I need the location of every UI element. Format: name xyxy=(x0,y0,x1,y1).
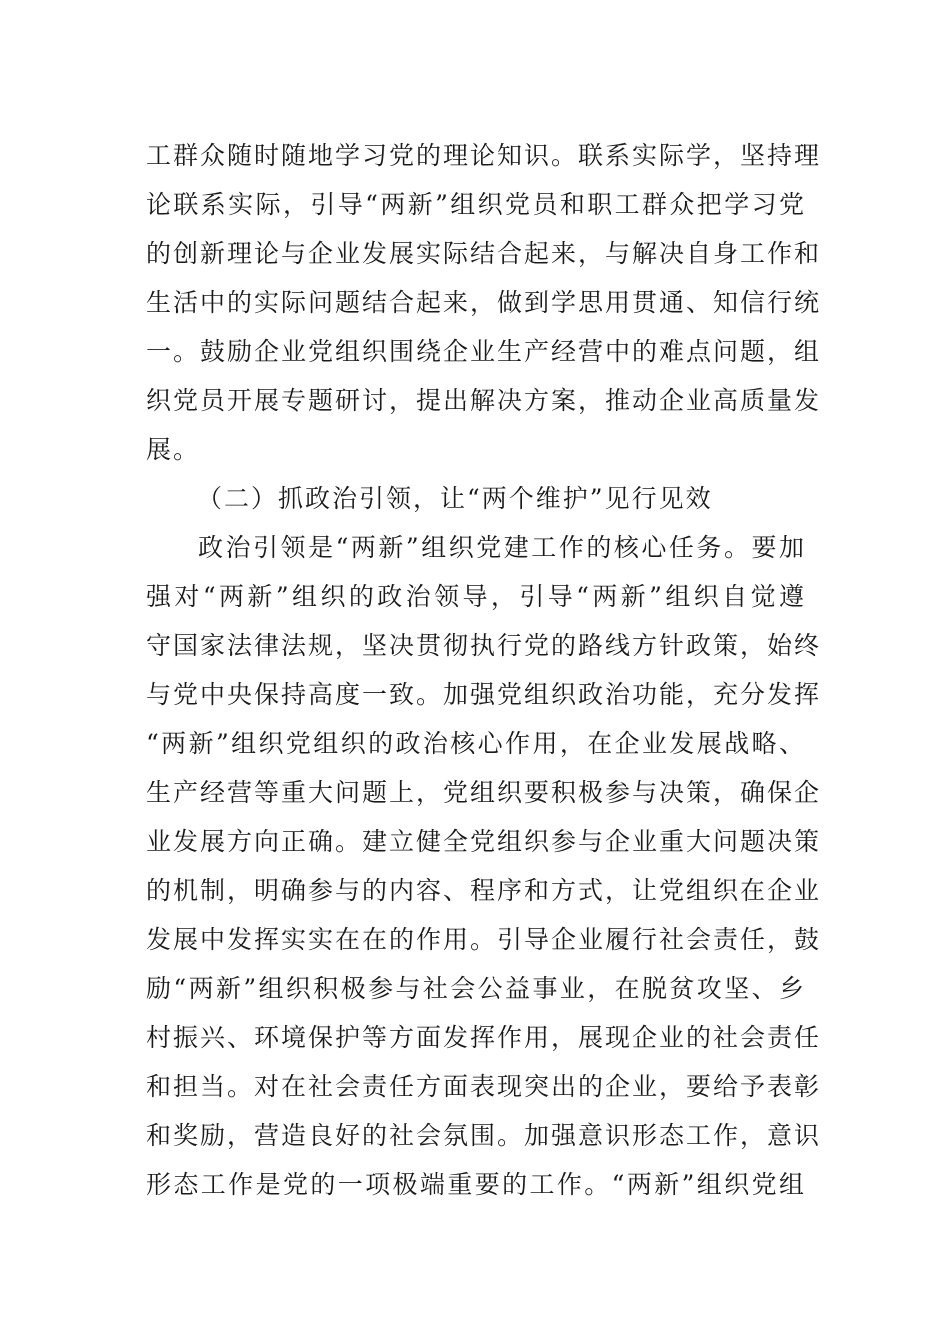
paragraph-1-line: 论联系实际，引导“两新”组织党员和职工群众把学习党 xyxy=(146,190,806,219)
paragraph-2-line: “两新”组织党组织的政治核心作用，在企业发展战略、 xyxy=(146,729,806,758)
paragraph-2-line: 的机制，明确参与的内容、程序和方式，让党组织在企业 xyxy=(146,876,822,905)
paragraph-2-line: 与党中央保持高度一致。加强党组织政治功能，充分发挥 xyxy=(146,680,822,709)
paragraph-1 xyxy=(146,131,822,474)
paragraph-1-line: 生活中的实际问题结合起来，做到学思用贯通、知信行统 xyxy=(146,288,822,317)
paragraph-2-line: 业发展方向正确。建立健全党组织参与企业重大问题决策 xyxy=(146,827,822,856)
paragraph-1-line: 一。鼓励企业党组织围绕企业生产经营中的难点问题，组 xyxy=(146,337,822,366)
paragraph-2-line: 励“两新”组织积极参与社会公益事业，在脱贫攻坚、乡 xyxy=(146,974,806,1003)
paragraph-2-line: 发展中发挥实实在在的作用。引导企业履行社会责任，鼓 xyxy=(146,925,822,954)
paragraph-1-line: 展。 xyxy=(146,435,201,464)
paragraph-2-line: 形态工作是党的一项极端重要的工作。“两新”组织党组 xyxy=(146,1170,806,1199)
paragraph-2-line: 守国家法律法规，坚决贯彻执行党的路线方针政策，始终 xyxy=(146,631,822,660)
paragraph-1-line: 的创新理论与企业发展实际结合起来，与解决自身工作和 xyxy=(146,239,822,268)
paragraph-2-line: 政治引领是“两新”组织党建工作的核心任务。要加 xyxy=(198,533,806,562)
paragraph-1-line: 织党员开展专题研讨，提出解决方案，推动企业高质量发 xyxy=(146,386,822,415)
paragraph-2 xyxy=(146,523,822,1209)
paragraph-2-line: 村振兴、环境保护等方面发挥作用，展现企业的社会责任 xyxy=(146,1023,822,1052)
paragraph-2-line: 强对“两新”组织的政治领导，引导“两新”组织自觉遵 xyxy=(146,582,806,611)
section-heading: （二）抓政治引领，让“两个维护”见行见效 xyxy=(197,484,713,513)
paragraph-2-line: 和担当。对在社会责任方面表现突出的企业，要给予表彰 xyxy=(146,1072,822,1101)
paragraph-2-line: 和奖励，营造良好的社会氛围。加强意识形态工作，意识 xyxy=(146,1121,822,1150)
paragraph-2-line: 生产经营等重大问题上，党组织要积极参与决策，确保企 xyxy=(146,778,822,807)
paragraph-1-line: 工群众随时随地学习党的理论知识。联系实际学，坚持理 xyxy=(146,141,822,170)
